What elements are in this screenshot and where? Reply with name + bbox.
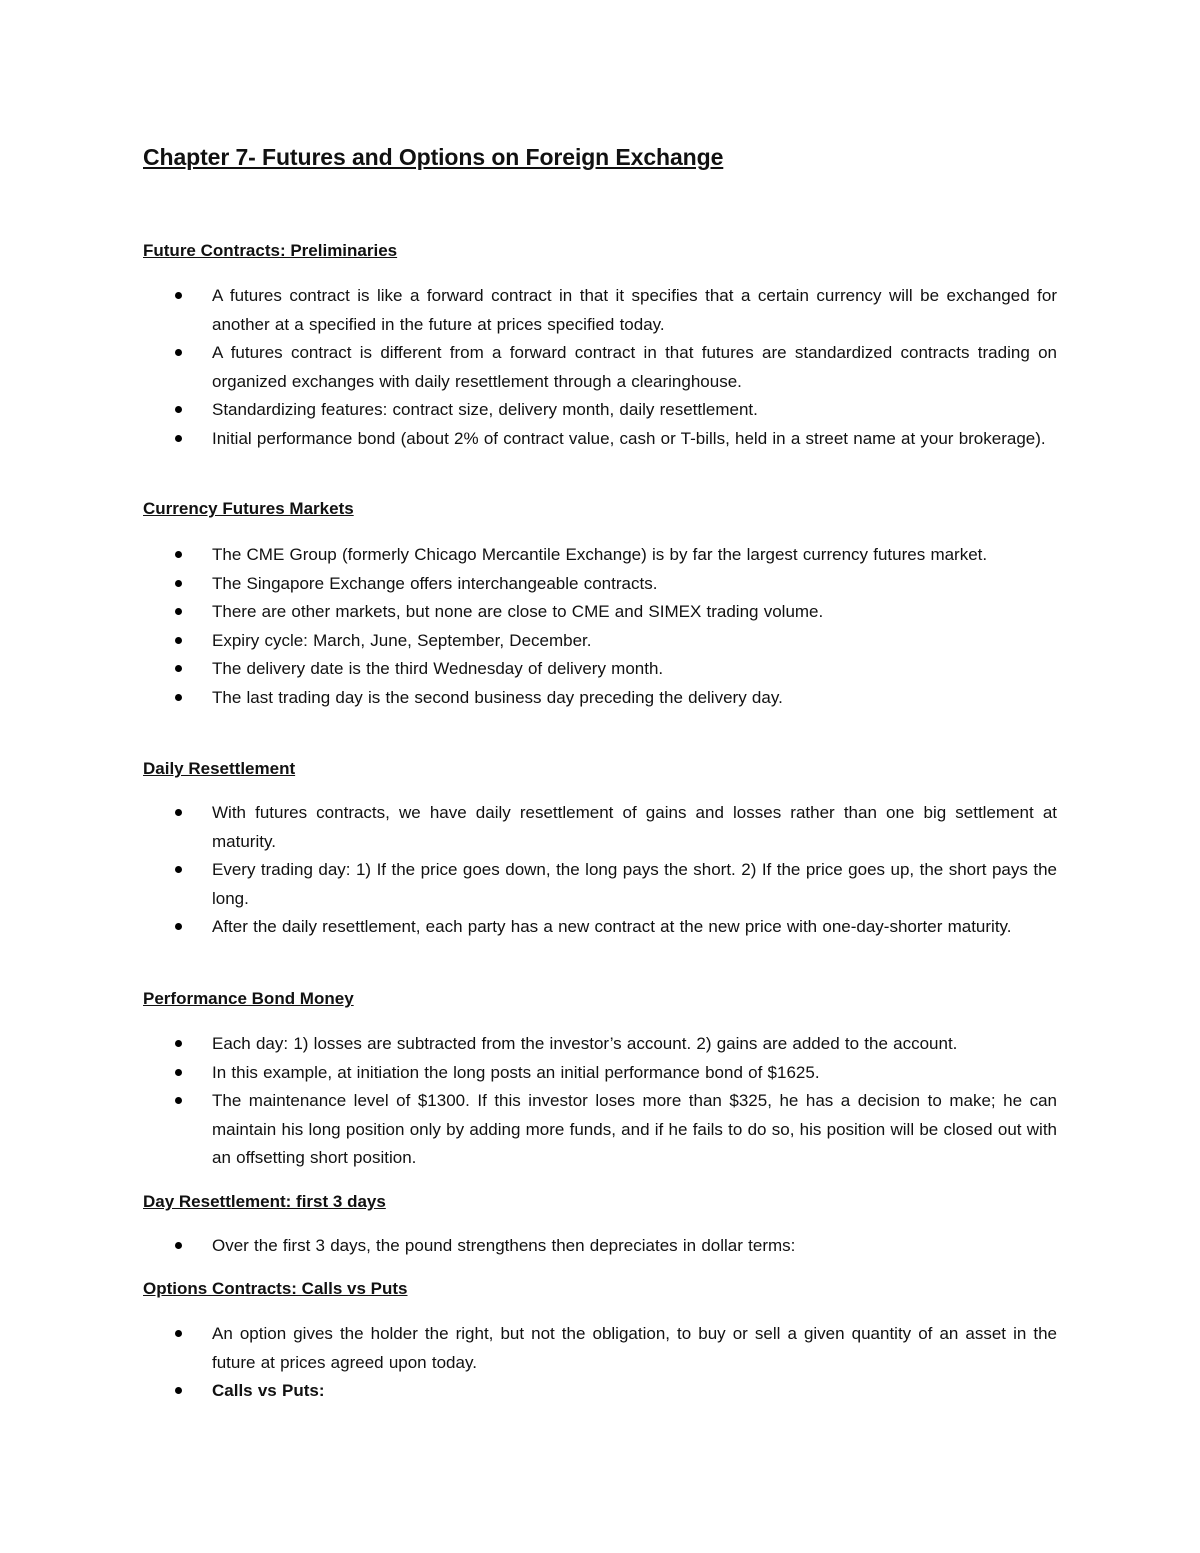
bullet-icon [175,1242,182,1249]
list-item [0,282,1057,339]
bullet-icon [175,292,182,299]
list-item [0,1377,1057,1406]
bullet-icon [175,637,182,644]
list-item-text: After the daily resettlement, each party has a new contract at the new price with one-day-shorter maturity. [212,917,1012,937]
list-item-text: In this example, at initiation the long posts an initial performance bond of $1625. [212,1062,820,1082]
list-item-text: Expiry cycle: March, June, September, December. [212,630,592,650]
bullet-list-options-contracts [0,1320,1200,1406]
bullet-list-daily-resettlement [0,799,1200,942]
bullet-list-currency-futures-markets [0,541,1200,713]
list-item [0,541,1057,570]
list-item [0,425,1057,454]
bullet-icon [175,608,182,615]
bullet-list-day-resettlement [0,1232,1200,1261]
list-item [0,655,1057,684]
bullet-icon [175,1330,182,1337]
section-heading-daily-resettlement: Daily Resettlement [143,759,296,778]
bullet-icon [175,694,182,701]
list-item [0,570,1057,599]
list-item-text: There are other markets, but none are close to CME and SIMEX trading volume. [212,602,824,622]
bullet-icon [175,349,182,356]
section-heading-currency-futures-markets: Currency Futures Markets [143,499,354,518]
list-item-text: With futures contracts, we have daily resettlement of gains and losses rather than one big settlement at maturity. [212,803,1057,851]
list-item [0,1030,1057,1059]
list-item [0,799,1057,856]
list-item [0,1320,1057,1377]
list-item [0,598,1057,627]
bullet-icon [175,809,182,816]
bullet-icon [175,551,182,558]
bullet-icon [175,1040,182,1047]
bullet-icon [175,580,182,587]
list-item-text: Initial performance bond (about 2% of contract value, cash or T-bills, held in a street name at your brokerage). [212,428,1046,448]
list-item [0,684,1057,713]
list-item-text: The last trading day is the second business day preceding the delivery day. [212,687,783,707]
list-item-text: The delivery date is the third Wednesday of delivery month. [212,659,664,679]
list-item [0,396,1057,425]
bullet-icon [175,1387,182,1394]
section-heading-performance-bond-money: Performance Bond Money [143,989,354,1008]
list-item-text: A futures contract is different from a forward contract in that futures are standardized contracts trading on organized exchanges with daily resettlement through a clearinghouse. [212,343,1057,391]
list-item [0,1059,1057,1088]
list-item-text: The Singapore Exchange offers interchangeable contracts. [212,573,658,593]
section-heading-day-resettlement: Day Resettlement: first 3 days [143,1192,386,1211]
bullet-icon [175,923,182,930]
bullet-icon [175,866,182,873]
section-heading-options-contracts: Options Contracts: Calls vs Puts [143,1279,408,1298]
bullet-list-performance-bond-money [0,1030,1200,1173]
list-item [0,1232,1057,1261]
list-item [0,1087,1057,1173]
list-item-text: Standardizing features: contract size, delivery month, daily resettlement. [212,400,758,420]
list-item-text: Over the first 3 days, the pound strengthens then depreciates in dollar terms: [212,1236,796,1255]
list-item-text: Each day: 1) losses are subtracted from the investor’s account. 2) gains are added to the account. [212,1034,958,1053]
list-item-text: A futures contract is like a forward contract in that it specifies that a certain currency will be exchanged for another at a specified in the future at prices specified today. [212,286,1057,334]
section-heading-future-contracts: Future Contracts: Preliminaries [143,241,398,260]
bullet-list-future-contracts [0,282,1200,454]
bullet-icon [175,1069,182,1076]
list-item [0,627,1057,656]
list-item-text: The maintenance level of $1300. If this investor loses more than $325, he has a decision to make; he can maintain his long position only by adding more funds, and if he fails to do so, his position will be closed out with an offsetting short position. [212,1091,1057,1168]
list-item-text: The CME Group (formerly Chicago Mercantile Exchange) is by far the largest currency futures market. [212,545,988,564]
bullet-icon [175,665,182,672]
bullet-icon [175,1097,182,1104]
list-item [0,856,1057,913]
bullet-icon [175,435,182,442]
list-item [0,913,1057,942]
list-item-text: Calls vs Puts: [212,1381,325,1401]
page-title: Chapter 7- Futures and Options on Foreign Exchange [143,144,724,170]
list-item [0,339,1057,396]
bullet-icon [175,406,182,413]
list-item-text: An option gives the holder the right, but not the obligation, to buy or sell a given quantity of an asset in the future at prices agreed upon today. [212,1324,1057,1372]
list-item-text: Every trading day: 1) If the price goes down, the long pays the short. 2) If the price goes up, the short pays the long. [212,860,1057,908]
